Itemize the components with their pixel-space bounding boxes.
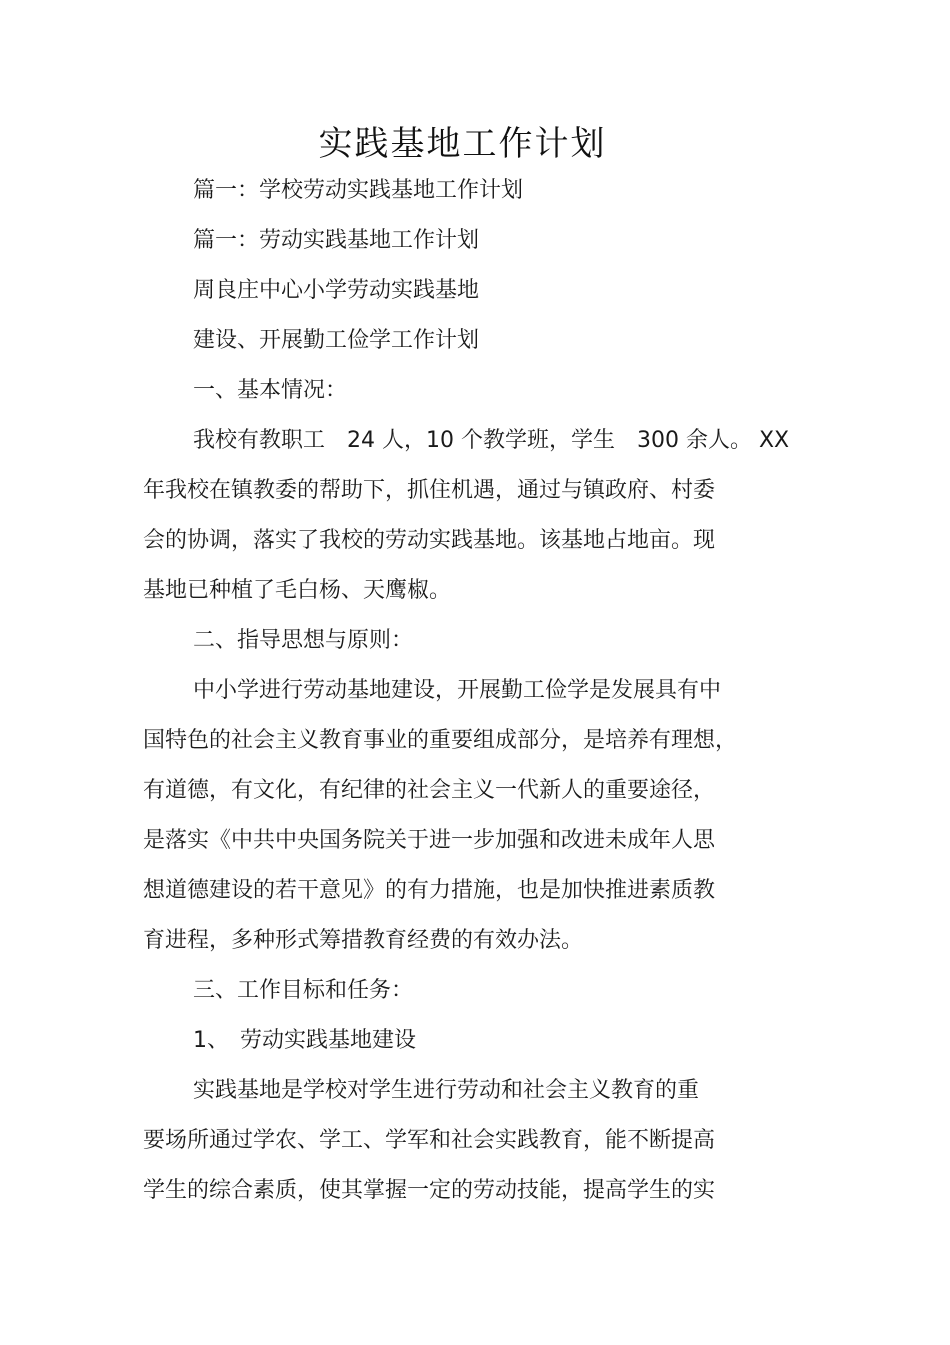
paragraph-line: 国特色的社会主义教育事业的重要组成部分，是培养有理想， — [143, 728, 738, 753]
heading-line: 建设、开展勤工俭学工作计划 — [193, 328, 480, 353]
heading-line: 周良庄中心小学劳动实践基地 — [193, 278, 480, 303]
paragraph-line: 有道德，有文化，有纪律的社会主义一代新人的重要途径， — [143, 778, 716, 803]
document-title: 实践基地工作计划 — [318, 124, 607, 164]
paragraph-line: 基地已种植了毛白杨、天鹰椒。 — [143, 578, 452, 603]
section-heading: 二、指导思想与原则： — [193, 628, 414, 653]
section-heading: 一、基本情况： — [193, 378, 348, 403]
paragraph-line: 实践基地是学校对学生进行劳动和社会主义教育的重 — [193, 1078, 700, 1103]
subtitle-line: 篇一：学校劳动实践基地工作计划 — [193, 178, 524, 203]
paragraph-line: 想道德建设的若干意见》的有力措施，也是加快推进素质教 — [143, 878, 716, 903]
paragraph-line: 是落实《中共中央国务院关于进一步加强和改进未成年人思 — [143, 828, 716, 853]
paragraph-line: 会的协调，落实了我校的劳动实践基地。该基地占地亩。现 — [143, 528, 716, 553]
paragraph-line: 年我校在镇教委的帮助下，抓住机遇，通过与镇政府、村委 — [143, 478, 716, 503]
section-heading: 三、工作目标和任务： — [193, 978, 414, 1003]
paragraph-line: 要场所通过学农、学工、学军和社会实践教育，能不断提高 — [143, 1128, 716, 1153]
paragraph-line: 中小学进行劳动基地建设，开展勤工俭学是发展具有中 — [193, 678, 722, 703]
paragraph-line: 我校有教职工 24 人，10 个教学班，学生 300 余人。 XX — [193, 428, 790, 453]
paragraph-line: 育进程，多种形式筹措教育经费的有效办法。 — [143, 928, 584, 953]
subsection-heading: 1、 劳动实践基地建设 — [193, 1028, 416, 1053]
paragraph-line: 学生的综合素质，使其掌握一定的劳动技能，提高学生的实 — [143, 1178, 716, 1203]
subtitle-line: 篇一：劳动实践基地工作计划 — [193, 228, 480, 253]
